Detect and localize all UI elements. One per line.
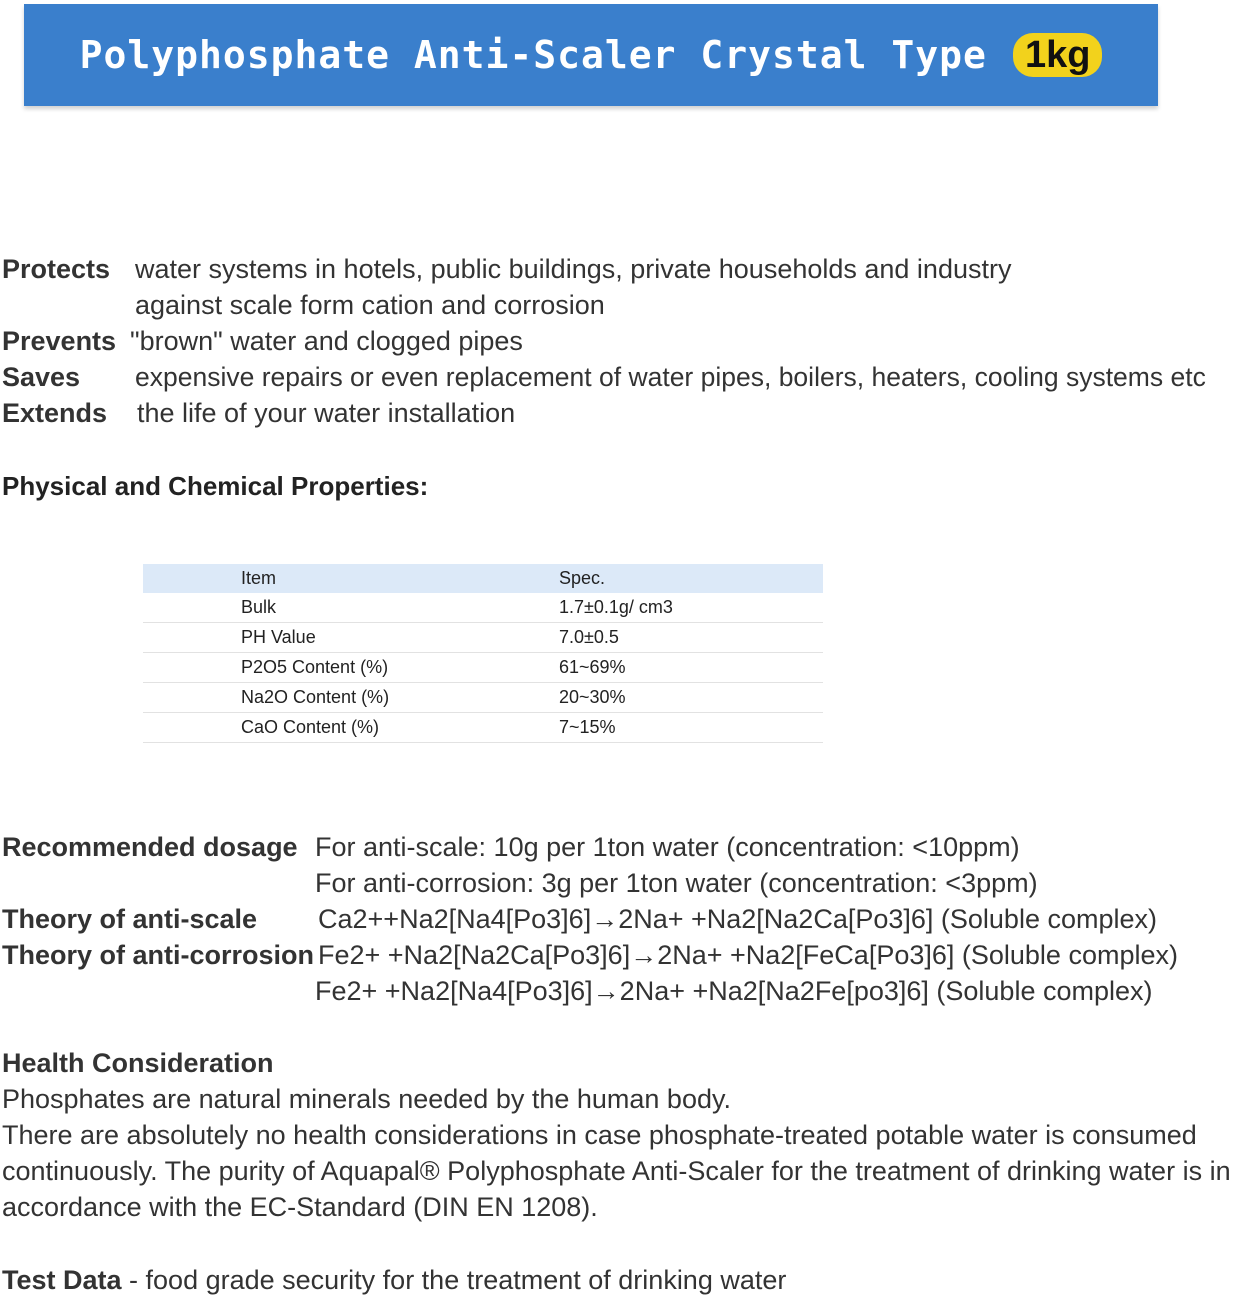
table-cell-item: Na2O Content (%) [143, 683, 559, 713]
test-data-text: - food grade security for the treatment of drinking water [121, 1265, 787, 1295]
dosage-anti-scale: For anti-scale: 10g per 1ton water (concentration: <10ppm) [315, 832, 1020, 862]
benefit-text-protects-cont: against scale form cation and corrosion [135, 290, 605, 320]
table-cell-spec: 61~69% [559, 653, 823, 683]
dosage-anti-corrosion: For anti-corrosion: 3g per 1ton water (concentration: <3ppm) [315, 868, 1038, 898]
table-row [143, 653, 823, 683]
table-row [143, 623, 823, 653]
theory-corrosion-label: Theory of anti-corrosion [2, 940, 315, 970]
table-cell-spec: 7~15% [559, 713, 823, 743]
weight-badge: 1kg [1013, 33, 1102, 77]
benefit-label-prevents: Prevents [2, 326, 117, 356]
benefit-text-protects: water systems in hotels, public buildings, private households and industry [135, 254, 1012, 284]
table-row [143, 713, 823, 743]
properties-table [143, 564, 823, 743]
page-title: Polyphosphate Anti-Scaler Crystal Type [79, 33, 987, 77]
table-cell-spec: 20~30% [559, 683, 823, 713]
title-banner [24, 4, 1158, 106]
table-header-item: Item [143, 564, 559, 593]
health-paragraph-2: There are absolutely no health considerations in case phosphate-treated potable water is consumed continuously. The purity of Aquapal® Polyphosphate Anti-Scaler for the treatment of drinking water is in accordance with the EC-Standard (DIN EN 1208). [2, 1120, 1231, 1222]
table-cell-spec: 1.7±0.1g/ cm3 [559, 593, 823, 623]
table-cell-spec: 7.0±0.5 [559, 623, 823, 653]
theory-corrosion-formula-1: Fe2+ +Na2[Na2Ca[Po3]6]→2Na+ +Na2[FeCa[Po3]6] (Soluble complex) [318, 940, 1178, 970]
table-header-row [143, 564, 823, 593]
benefit-text-prevents: "brown" water and clogged pipes [130, 326, 523, 356]
table-row [143, 593, 823, 623]
table-cell-item: PH Value [143, 623, 559, 653]
theory-scale-label: Theory of anti-scale [2, 904, 258, 934]
table-cell-item: P2O5 Content (%) [143, 653, 559, 683]
benefit-text-saves: expensive repairs or even replacement of water pipes, boilers, heaters, cooling systems etc [135, 362, 1206, 392]
table-row [143, 683, 823, 713]
benefit-label-protects: Protects [2, 254, 111, 284]
properties-heading: Physical and Chemical Properties: [2, 471, 429, 501]
table-cell-item: Bulk [143, 593, 559, 623]
benefit-text-extends: the life of your water installation [137, 398, 516, 428]
test-data-line [2, 1265, 786, 1296]
test-data-label: Test Data [2, 1265, 122, 1295]
benefit-label-extends: Extends [2, 398, 108, 428]
health-section [2, 1045, 1242, 1225]
table-header-spec: Spec. [559, 564, 823, 593]
health-paragraph-1: Phosphates are natural minerals needed by the human body. [2, 1084, 731, 1114]
table-cell-item: CaO Content (%) [143, 713, 559, 743]
theory-corrosion-formula-2: Fe2+ +Na2[Na4[Po3]6]→2Na+ +Na2[Na2Fe[po3]6] (Soluble complex) [315, 976, 1153, 1006]
dosage-label: Recommended dosage [2, 832, 298, 862]
theory-scale-formula: Ca2++Na2[Na4[Po3]6]→2Na+ +Na2[Na2Ca[Po3]6] (Soluble complex) [318, 904, 1157, 934]
health-heading: Health Consideration [2, 1048, 274, 1078]
benefit-label-saves: Saves [2, 362, 81, 392]
